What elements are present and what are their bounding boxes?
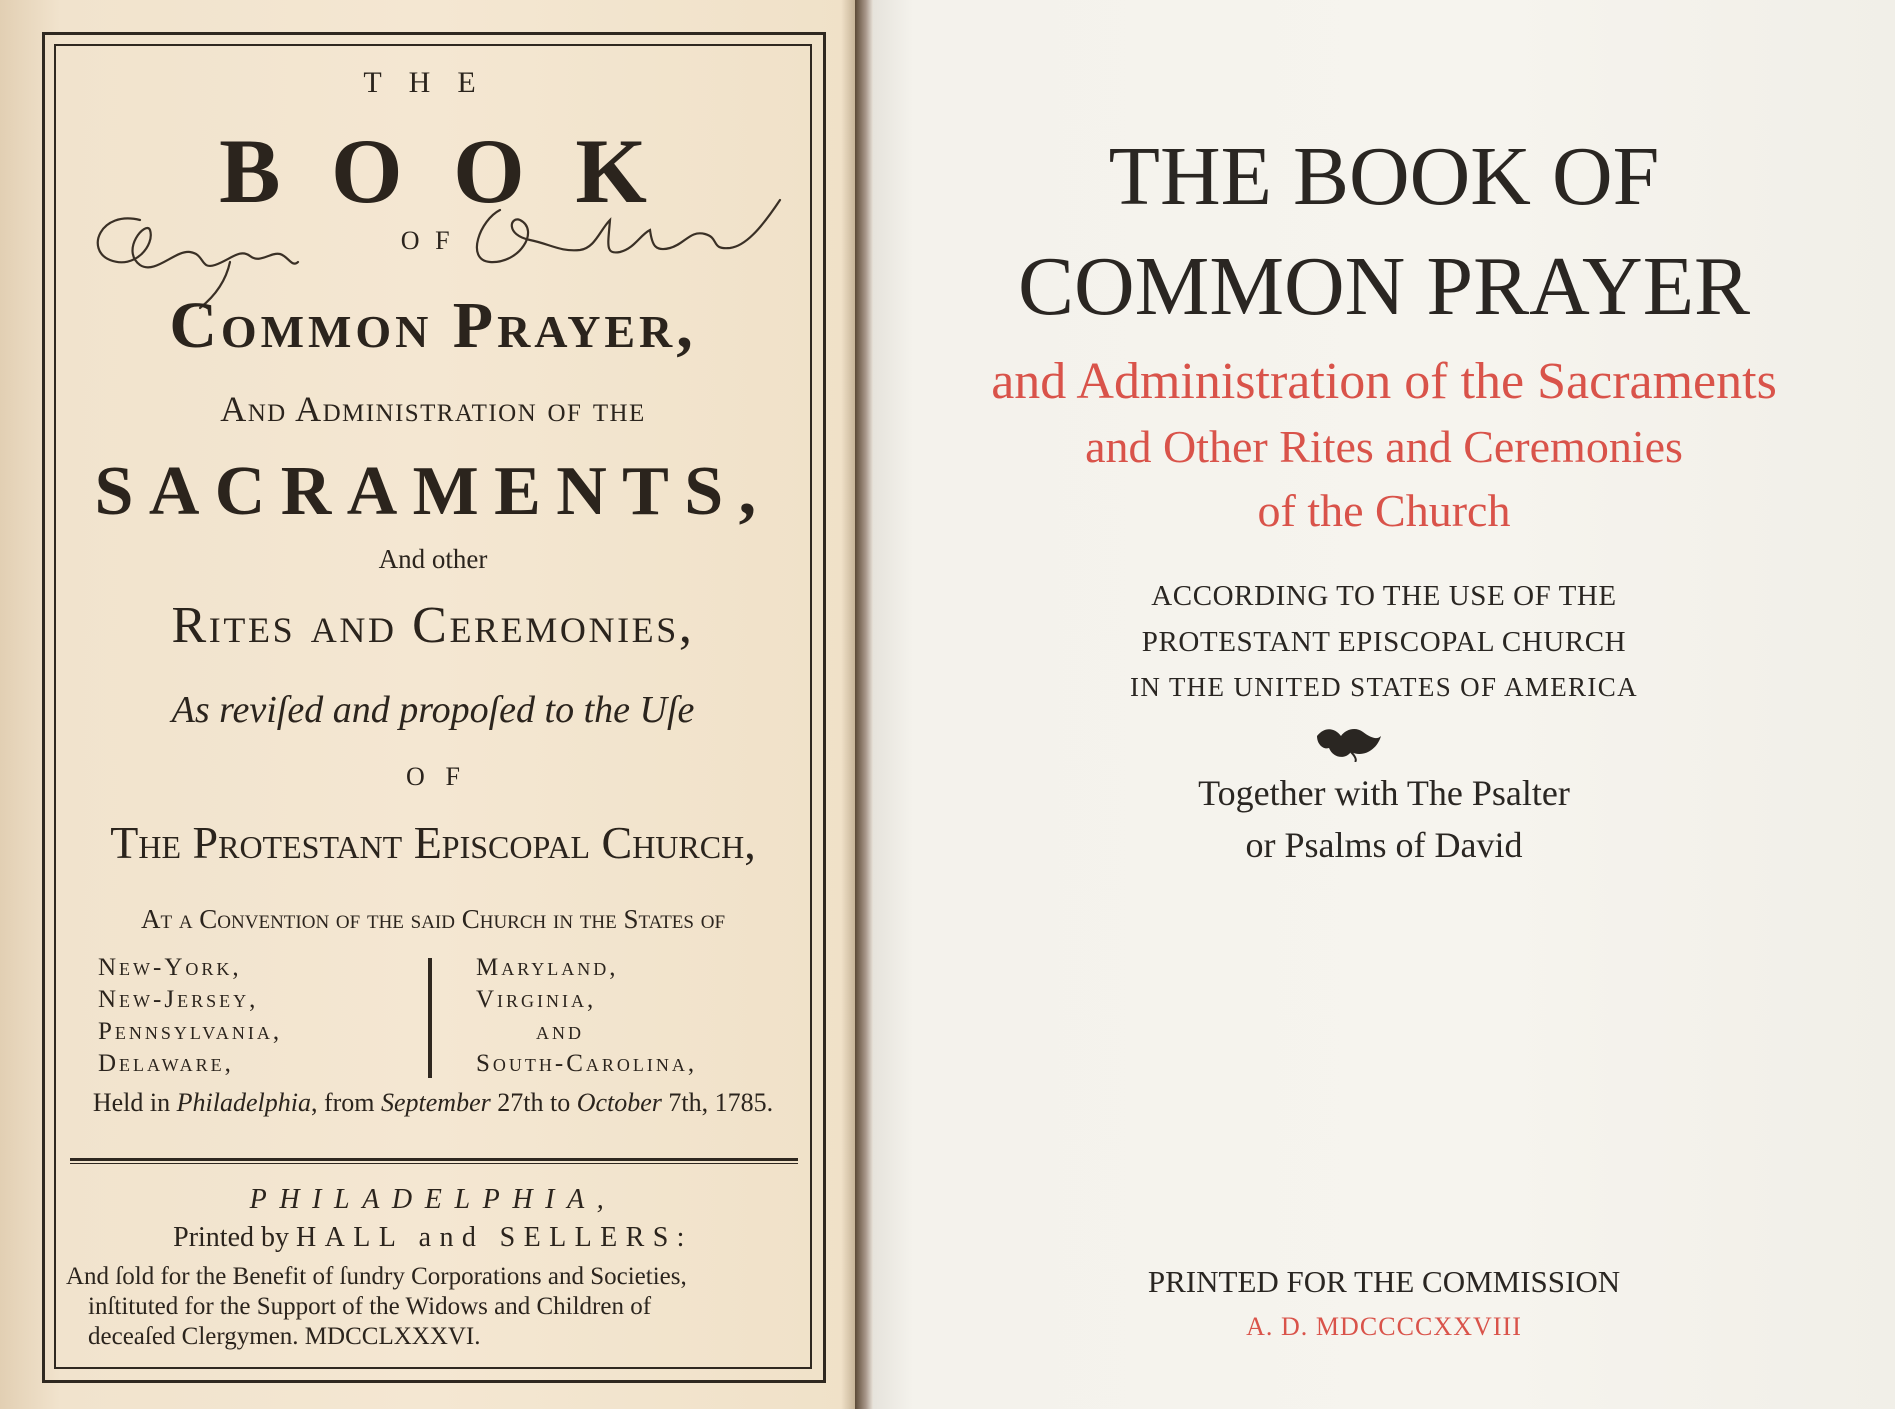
held-october: October: [576, 1088, 662, 1117]
held-end: 7th, 1785.: [661, 1088, 774, 1117]
horizontal-rule: [70, 1158, 798, 1161]
left-rites-ceremonies: Rites and Ceremonies,: [171, 597, 695, 654]
left-philadelphia: PHILADELPHIA,: [249, 1184, 617, 1215]
held-september: September: [381, 1088, 491, 1117]
left-and-other: And other: [378, 544, 488, 574]
left-sold-line-3: deceaſed Clergymen. MDCCLXXXVI.: [88, 1323, 481, 1350]
right-according-line-2: PROTESTANT EPISCOPAL CHURCH: [1141, 626, 1627, 658]
state-item: Maryland,: [476, 954, 619, 981]
left-sacraments: SACRAMENTS,: [94, 453, 772, 530]
left-convention: At a Convention of the ſaid Church in the States of: [140, 904, 726, 934]
right-subtitle-line-1: and Administration of the Sacraments: [991, 353, 1777, 410]
left-of-2: OF: [405, 762, 481, 791]
right-page-1928-title: [873, 0, 1895, 1409]
right-subtitle-line-2: and Other Rites and Ceremonies: [1085, 421, 1683, 472]
right-together-line-1: Together with The Psalter: [1198, 773, 1570, 813]
state-and: and: [536, 1018, 584, 1045]
left-the: THE: [363, 66, 503, 99]
right-title-line-1: THE BOOK OF: [1108, 130, 1660, 223]
right-date: A. D. MDCCCCXXVIII: [1246, 1312, 1522, 1341]
left-administration: And Administration of the: [220, 389, 646, 429]
state-item: South-Carolina,: [476, 1050, 698, 1077]
horizontal-rule-thin: [70, 1163, 798, 1164]
state-item: Delaware,: [98, 1050, 234, 1077]
state-item: Virginia,: [476, 986, 597, 1013]
held-prefix: Held in: [92, 1088, 177, 1117]
held-mid: 27th to: [490, 1088, 577, 1117]
held-from: , from: [310, 1088, 381, 1117]
left-common-prayer: Common Prayer,: [169, 289, 697, 362]
printed-by-label: Printed by: [173, 1222, 297, 1253]
left-page-1785-title: [0, 0, 855, 1409]
printers-name: HALL and SELLERS:: [296, 1222, 693, 1253]
held-city: Philadelphia: [176, 1088, 311, 1117]
state-item: New-York,: [98, 954, 242, 981]
fleuron-leaf-icon: [1311, 722, 1383, 762]
states-list-left: [98, 952, 282, 1080]
states-list-right: [476, 952, 697, 1080]
left-of: OF: [400, 226, 466, 255]
left-sold-line-1: And ſold for the Benefit of ſundry Corporations and Societies,: [66, 1263, 687, 1290]
left-book: BOOK: [219, 120, 698, 222]
right-according-line-3: IN THE UNITED STATES OF AMERICA: [1130, 672, 1638, 702]
left-held-in: [54, 1088, 812, 1118]
right-subtitle-line-3: of the Church: [1257, 485, 1511, 536]
state-item: Pennsylvania,: [98, 1018, 283, 1045]
book-gutter: [855, 0, 873, 1409]
left-revised: As reviſed and propoſed to the Uſe: [171, 689, 695, 731]
state-item: New-Jersey,: [98, 986, 259, 1013]
right-title-line-2: COMMON PRAYER: [1017, 240, 1751, 333]
right-together-line-2: or Psalms of David: [1245, 825, 1523, 865]
left-printed-by: [54, 1222, 812, 1254]
left-sold-line-2: inſtituted for the Support of the Widows and Children of: [88, 1293, 652, 1320]
right-printed-for: PRINTED FOR THE COMMISSION: [1147, 1264, 1621, 1299]
left-protestant-church: The Proteſtant Epiſcopal Church,: [110, 817, 756, 868]
states-divider: [428, 958, 432, 1078]
right-according-line-1: ACCORDING TO THE USE OF THE: [1151, 580, 1617, 612]
